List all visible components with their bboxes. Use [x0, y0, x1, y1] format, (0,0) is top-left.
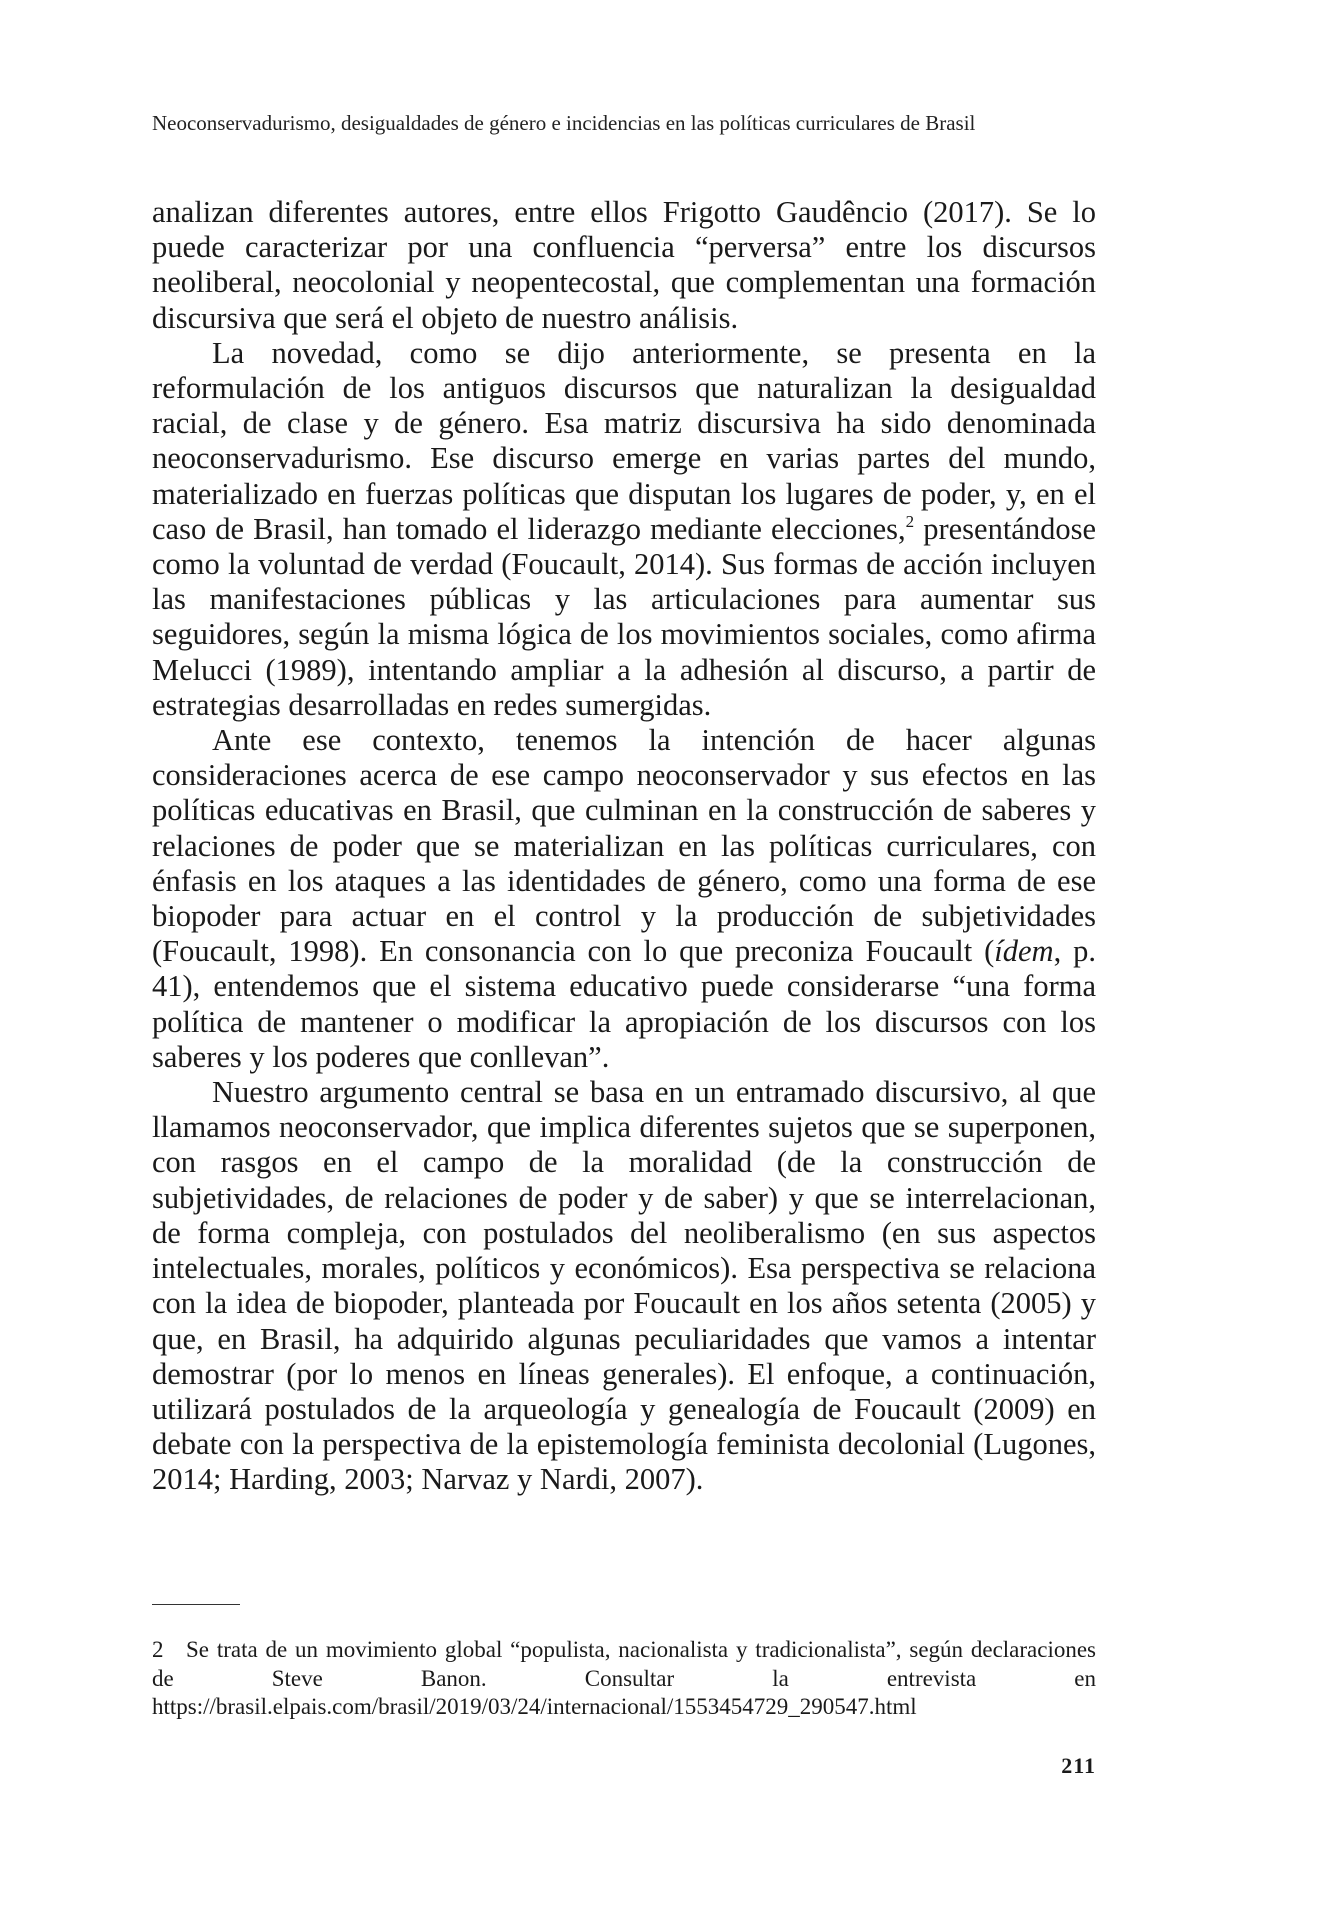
footnote-number: 2 [152, 1637, 164, 1662]
paragraph-3-text-a: Ante ese contexto, tenemos la intención de hacer algunas consideraciones acerca de ese campo neoconservador y sus efectos en las políticas educativas en Brasil, que culminan en la construcción de saberes y relaciones de poder que se materializan en las políticas curriculares, con énfasis en los ataques a las identidades de género, como una forma de ese biopoder para actuar en el control y la producción de subjetividades (Foucault, 1998). En consonancia con lo que preconiza Foucault ( [152, 723, 1096, 969]
paragraph-1: analizan diferentes autores, entre ellos Frigotto Gaudêncio (2017). Se lo puede caracterizar por una confluencia “perversa” entre los discursos neoliberal, neocolonial y neopentecostal, que complementan una formación discursiva que será el objeto de nuestro análisis. [152, 195, 1096, 335]
body-text [152, 195, 1096, 1498]
paragraph-3-text-b: , p. 41), entendemos que el sistema educativo puede considerarse “una forma política de mantener o modificar la apropiación de los discursos con los saberes y los poderes que conllevan”. [152, 934, 1096, 1074]
paragraph-4: Nuestro argumento central se basa en un entramado discursivo, al que llamamos neoconservador, que implica diferentes sujetos que se superponen, con rasgos en el campo de la moralidad (de la construcción de subjetividades, de relaciones de poder y de saber) y que se interrelacionan, de forma compleja, con postulados del neoliberalismo (en sus aspectos intelectuales, morales, políticos y económicos). Esa perspectiva se relaciona con la idea de biopoder, planteada por Foucault en los años setenta (2005) y que, en Brasil, ha adquirido algunas peculiaridades que vamos a intentar demostrar (por lo menos en líneas generales). El enfoque, a continuación, utilizará postulados de la arqueología y genealogía de Foucault (2009) en debate con la perspectiva de la epistemología feminista decolonial (Lugones, 2014; Harding, 2003; Narvaz y Nardi, 2007). [152, 1075, 1096, 1497]
paragraph-2-text-a: La novedad, como se dijo anteriormente, se presenta en la reformulación de los antiguos discursos que naturalizan la desigualdad racial, de clase y de género. Esa matriz discursiva ha sido denominada neoconservadurismo. Ese discurso emerge en varias partes del mundo, materializado en fuerzas políticas que disputan los lugares de poder, y, en el caso de Brasil, han tomado el liderazgo mediante elecciones, [152, 335, 1096, 546]
paragraph-3 [152, 723, 1096, 1075]
footnote-2 [152, 1636, 1096, 1722]
footnote-reference[interactable]: 2 [905, 511, 915, 531]
paragraph-2 [152, 336, 1096, 723]
footnote-text: Se trata de un movimiento global “populista, nacionalista y tradicionalista”, según declaraciones de Steve Banon. Consultar la entrevista en https://brasil.elpais.com/brasil/2019/03/24/internacional/1553454729_290547.html [152, 1637, 1096, 1719]
page-number: 211 [1061, 1753, 1096, 1778]
footnote-divider [152, 1604, 240, 1605]
running-header: Neoconservadurismo, desigualdades de género e incidencias en las políticas curriculares de Brasil [152, 111, 976, 135]
footnotes [152, 1636, 1096, 1722]
paragraph-3-emphasis: ídem [994, 934, 1054, 969]
paragraph-2-text-b: presentándose como la voluntad de verdad (Foucault, 2014). Sus formas de acción incluyen las manifestaciones públicas y las articulaciones para aumentar sus seguidores, según la misma lógica de los movimientos sociales, como afirma Melucci (1989), intentando ampliar a la adhesión al discurso, a partir de estrategias desarrolladas en redes sumergidas. [152, 511, 1096, 722]
